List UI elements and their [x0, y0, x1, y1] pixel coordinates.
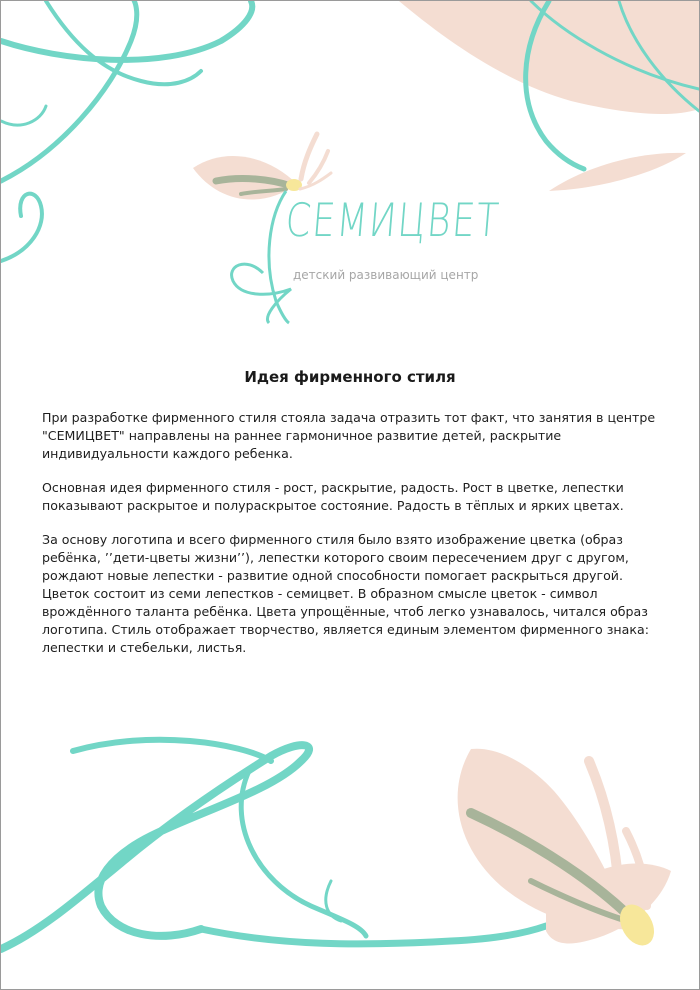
paragraph: При разработке фирменного стиля стояла задача отразить тот факт, что занятия в центре "СЕМИЦВЕТ" направлены на раннее гармоничное развитие детей, раскрытие индивидуальности каждого ребенка. [42, 410, 656, 461]
top-left-ribbon [1, 1, 252, 261]
logo-tagline: детский развивающий центр [293, 268, 479, 282]
paragraph: За основу логотипа и всего фирменного стиля было взято изображение цветка (образ ребёнка, ’’дети-цветы жизни’’), лепестки которого своим пересечением друг с другом, рождают новые лепестки - развитие одной способности помогает раскрыться другой. Цветок состоит из семи лепестков - семицвет. В образном смысле цветок - символ врождённого таланта ребёнка. Цвета упрощённые, чтоб легко узнавалось, читался образ логотипа. Стиль отображает творчество, является единым элементом фирменного знака: лепестки и стебельки, листья. [42, 532, 649, 655]
bottom-flower-icon [458, 749, 671, 952]
top-right-petals [399, 1, 699, 191]
logo-wordmark: СЕМИЦВЕТ [283, 193, 503, 247]
document-title: Идея фирменного стиля [244, 368, 456, 386]
paragraph: Основная идея фирменного стиля - рост, раскрытие, радость. Рост в цветке, лепестки показывают раскрытое и полураскрытое состояние. Радость в тёплых и ярких цветах. [42, 480, 624, 513]
document-body [42, 409, 662, 673]
